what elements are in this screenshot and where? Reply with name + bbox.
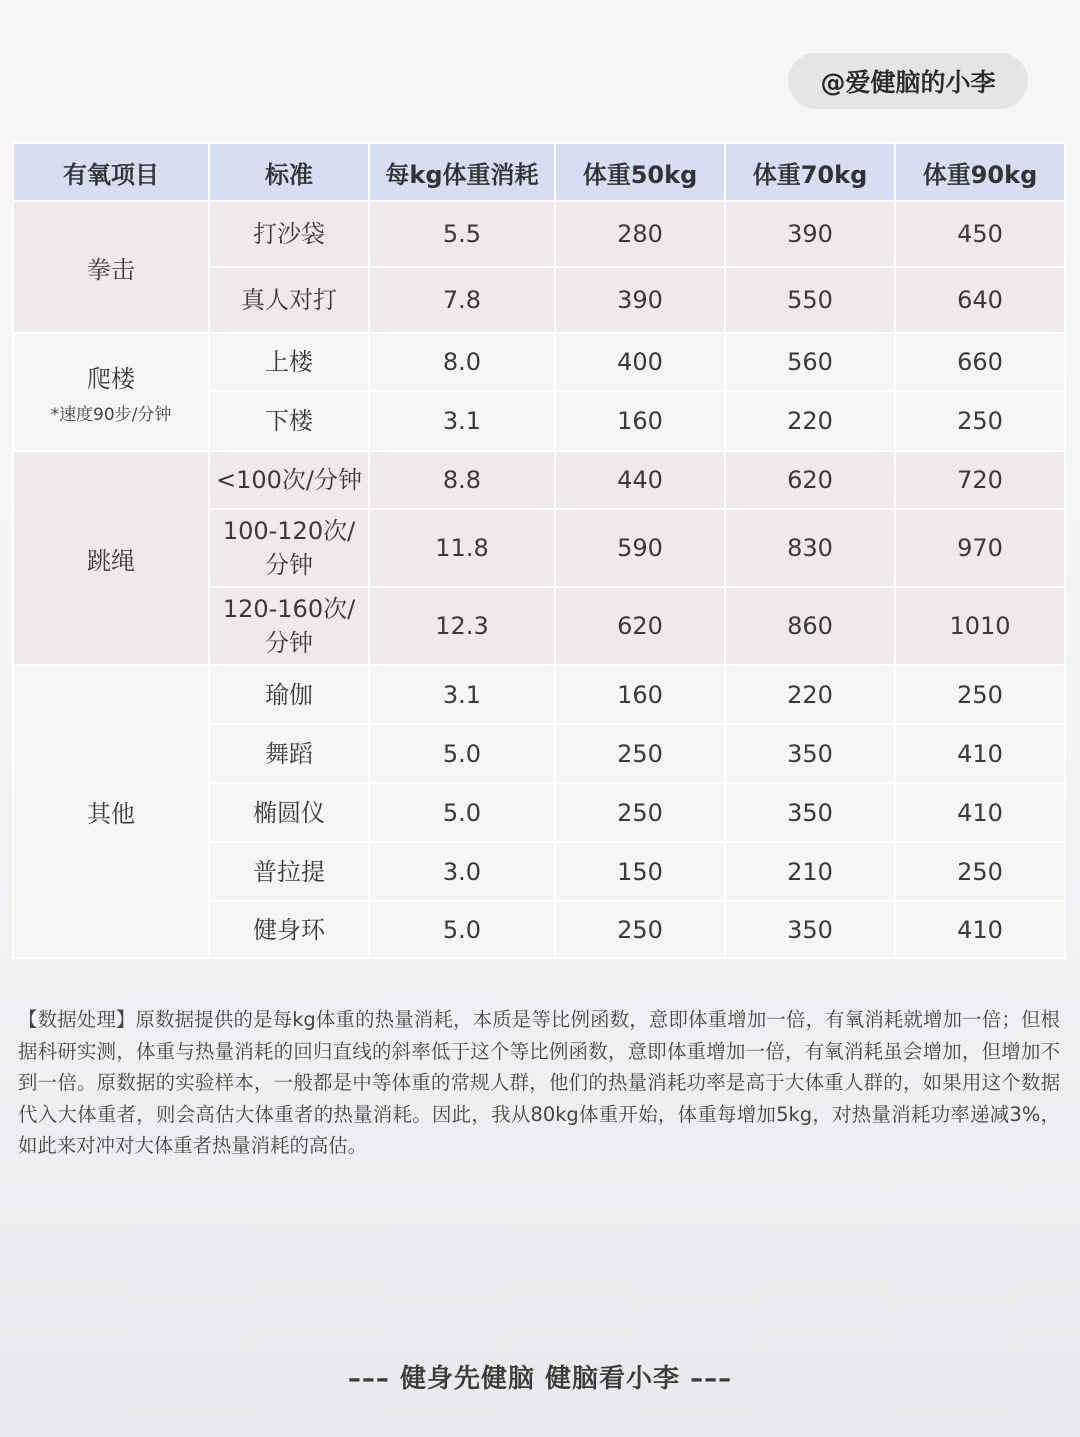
kcal-90kg-cell: 1010 [895,587,1065,665]
standard-cell: 舞蹈 [209,724,369,783]
data-processing-note: 【数据处理】原数据提供的是每kg体重的热量消耗，本质是等比例函数，意即体重增加一倍，有氧消耗就增加一倍；但根据科研实测，体重与热量消耗的回归直线的斜率低于这个等比例函数，意即体重增加一倍，有氧消耗虽会增加，但增加不到一倍。原数据的实验样本，一般都是中等体重的常规人群，他们的热量消耗功率是高于大体重人群的，如果用这个数据代入大体重者，则会高估大体重者的热量消耗。因此，我从80kg体重开始，体重每增加5kg，对热量消耗功率递减3%，如此来对冲对大体重者热量消耗的高估。 [18,1008,1060,1157]
kcal-50kg-cell: 280 [555,201,725,267]
kcal-50kg-cell: 250 [555,901,725,958]
category-cell [13,333,209,451]
kcal-90kg-cell: 450 [895,201,1065,267]
kcal-70kg-cell: 560 [725,333,895,391]
kcal-70kg-cell: 830 [725,509,895,587]
kcal-70kg-cell: 210 [725,842,895,901]
standard-cell: <100次/分钟 [209,451,369,509]
header-cell-70kg: 体重70kg [725,143,895,201]
kcal-50kg-cell: 390 [555,267,725,333]
per-kg-cell: 3.1 [369,391,555,451]
kcal-50kg-cell: 150 [555,842,725,901]
kcal-90kg-cell: 250 [895,391,1065,451]
kcal-90kg-cell: 410 [895,783,1065,842]
category-label: 跳绳 [87,546,135,575]
standard-cell: 普拉提 [209,842,369,901]
table-row [13,333,1065,391]
category-note: *速度90步/分钟 [50,405,172,425]
header-cell-activity: 有氧项目 [13,143,209,201]
per-kg-cell: 8.0 [369,333,555,391]
kcal-90kg-cell: 250 [895,842,1065,901]
per-kg-cell: 5.0 [369,783,555,842]
header-cell-per-kg: 每kg体重消耗 [369,143,555,201]
standard-cell: 瑜伽 [209,665,369,724]
kcal-90kg-cell: 410 [895,901,1065,958]
category-label: 其他 [87,800,135,828]
kcal-70kg-cell: 220 [725,665,895,724]
standard-cell: 100-120次/分钟 [209,509,369,587]
kcal-90kg-cell: 250 [895,665,1065,724]
kcal-70kg-cell: 220 [725,391,895,451]
author-badge: @爱健脑的小李 [788,53,1028,109]
standard-cell: 椭圆仪 [209,783,369,842]
kcal-50kg-cell: 620 [555,587,725,665]
table-row [13,451,1065,509]
table-row [13,201,1065,267]
standard-cell: 健身环 [209,901,369,958]
category-cell [13,665,209,958]
header-cell-90kg: 体重90kg [895,143,1065,201]
header-cell-standard: 标准 [209,143,369,201]
header-cell-50kg: 体重50kg [555,143,725,201]
category-cell [13,201,209,333]
kcal-90kg-cell: 970 [895,509,1065,587]
kcal-50kg-cell: 590 [555,509,725,587]
kcal-90kg-cell: 640 [895,267,1065,333]
per-kg-cell: 3.0 [369,842,555,901]
kcal-70kg-cell: 620 [725,451,895,509]
per-kg-cell: 5.0 [369,901,555,958]
standard-cell: 上楼 [209,333,369,391]
per-kg-cell: 7.8 [369,267,555,333]
category-label: 拳击 [87,255,135,284]
footer-slogan: ––– 健身先健脑 健脑看小李 ––– [347,1364,733,1394]
category-label: 爬楼 [87,365,135,393]
kcal-50kg-cell: 250 [555,724,725,783]
standard-cell: 下楼 [209,391,369,451]
kcal-50kg-cell: 440 [555,451,725,509]
per-kg-cell: 11.8 [369,509,555,587]
kcal-90kg-cell: 720 [895,451,1065,509]
kcal-50kg-cell: 250 [555,783,725,842]
kcal-50kg-cell: 160 [555,391,725,451]
per-kg-cell: 5.0 [369,724,555,783]
standard-cell: 120-160次/分钟 [209,587,369,665]
calorie-table [12,142,1066,959]
kcal-70kg-cell: 390 [725,201,895,267]
standard-cell: 打沙袋 [209,201,369,267]
category-cell [13,451,209,665]
kcal-70kg-cell: 350 [725,901,895,958]
kcal-70kg-cell: 860 [725,587,895,665]
per-kg-cell: 8.8 [369,451,555,509]
kcal-70kg-cell: 350 [725,724,895,783]
per-kg-cell: 5.5 [369,201,555,267]
table-header-row [13,143,1065,201]
per-kg-cell: 12.3 [369,587,555,665]
kcal-70kg-cell: 350 [725,783,895,842]
table-row [13,665,1065,724]
standard-cell: 真人对打 [209,267,369,333]
kcal-90kg-cell: 660 [895,333,1065,391]
kcal-70kg-cell: 550 [725,267,895,333]
kcal-50kg-cell: 400 [555,333,725,391]
kcal-90kg-cell: 410 [895,724,1065,783]
per-kg-cell: 3.1 [369,665,555,724]
kcal-50kg-cell: 160 [555,665,725,724]
